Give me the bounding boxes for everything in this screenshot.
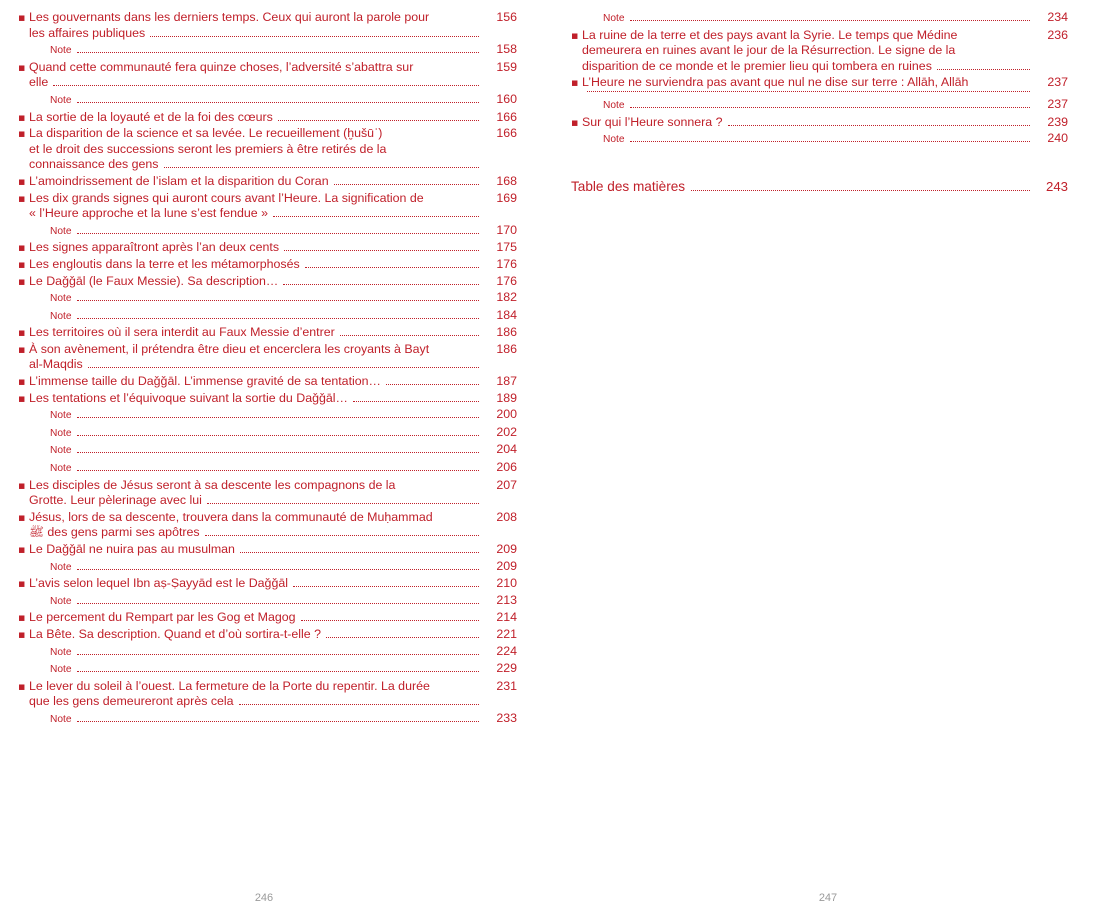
toc-entry[interactable] xyxy=(18,542,517,558)
toc-page-number: 207 xyxy=(496,477,517,492)
toc-entry-line: Les engloutis dans la terre et les métamorphosés xyxy=(29,256,300,271)
toc-note-row[interactable] xyxy=(571,97,1068,114)
toc-entry-line: disparition de ce monde et le premier lieu qui tombera en ruines xyxy=(582,58,932,73)
toc-note-row[interactable] xyxy=(571,10,1068,27)
leader-dots xyxy=(77,318,479,319)
toc-entry-line: L’amoindrissement de l’islam et la disparition du Coran xyxy=(29,173,329,188)
leader-dots xyxy=(77,417,479,418)
toc-note-row[interactable] xyxy=(18,42,517,59)
toc-note-label: Note xyxy=(50,561,72,573)
leader-dots xyxy=(284,250,479,251)
toc-entry[interactable] xyxy=(18,374,517,390)
folio-right: 247 xyxy=(818,892,838,904)
toc-entry[interactable] xyxy=(18,10,517,41)
leader-dots xyxy=(77,470,479,471)
toc-page-number: 202 xyxy=(496,424,517,439)
toc-entry-body xyxy=(29,342,483,373)
toc-page-number: 237 xyxy=(1047,96,1068,111)
toc-note-row[interactable] xyxy=(18,223,517,240)
toc-note-row[interactable] xyxy=(18,407,517,424)
toc-entry-lastline xyxy=(29,357,483,373)
leader-dots xyxy=(77,721,479,722)
toc-entry-lastline xyxy=(29,257,483,273)
toc-entry[interactable] xyxy=(18,342,517,373)
leader-dots xyxy=(326,637,479,638)
toc-entry-line: Les signes apparaîtront après l’an deux cents xyxy=(29,240,280,255)
toc-page-number: 210 xyxy=(496,576,517,591)
toc-page-number: 200 xyxy=(496,407,517,422)
leader-dots xyxy=(353,401,479,402)
toc-page-number: 224 xyxy=(496,643,517,658)
toc-entry-lastline xyxy=(29,391,483,407)
leader-dots xyxy=(283,284,479,285)
toc-entry-body xyxy=(29,60,483,91)
toc-page-number: 176 xyxy=(496,256,517,271)
toc-entry-line: L’immense taille du Daǧǧāl. L’immense gravité de sa tentation… xyxy=(29,374,381,389)
toc-note-label: Note xyxy=(50,225,72,237)
toc-entry[interactable] xyxy=(18,126,517,173)
toc-entry-line: Les tentations et l’équivoque suivant la sortie du Daǧǧāl… xyxy=(29,390,348,405)
leader-dots xyxy=(77,671,479,672)
toc-page-number: 159 xyxy=(496,59,517,74)
toc-entry-lastline xyxy=(29,157,483,173)
toc-entry[interactable] xyxy=(18,627,517,643)
toc-note-row[interactable] xyxy=(571,131,1068,148)
toc-note-row[interactable] xyxy=(18,559,517,576)
leader-dots xyxy=(305,267,479,268)
leader-dots xyxy=(728,125,1030,126)
toc-page-number: 229 xyxy=(496,661,517,676)
bullet-icon: ▪ xyxy=(18,510,26,524)
toc-entry-body xyxy=(29,257,483,273)
toc-page-number: 169 xyxy=(496,190,517,205)
bullet-icon: ▪ xyxy=(18,60,26,74)
leader-dots xyxy=(77,569,479,570)
toc-entry-line: Quand cette communauté fera quinze choses, l’adversité s’abattra sur xyxy=(29,59,414,74)
leader-dots xyxy=(205,535,479,536)
bullet-icon: ▪ xyxy=(18,11,26,24)
folio-left: 246 xyxy=(254,892,274,904)
toc-entry-line: elle xyxy=(29,75,49,90)
leader-dots xyxy=(630,141,1030,142)
toc-entry-body xyxy=(29,174,483,190)
toc-entry[interactable] xyxy=(18,610,517,626)
bullet-icon: ▪ xyxy=(18,375,26,389)
toc-entry-body xyxy=(582,28,1034,75)
toc-entry[interactable] xyxy=(18,240,517,256)
toc-entry[interactable] xyxy=(18,576,517,592)
toc-entry-line: La Bête. Sa description. Quand et d’où sortira-t-elle ? xyxy=(29,626,322,641)
leader-dots xyxy=(691,190,1030,191)
toc-entry-body xyxy=(29,478,483,509)
toc-page-number: 166 xyxy=(496,126,517,141)
toc-entry-line: Le Daǧǧāl (le Faux Messie). Sa description… xyxy=(29,273,279,288)
toc-entry-line: Sur qui l’Heure sonnera ? xyxy=(582,114,723,129)
toc-entry-line: demeurera en ruines avant le jour de la Résurrection. Le signe de la xyxy=(582,43,956,58)
leader-dots xyxy=(293,586,479,587)
leader-dots xyxy=(630,20,1030,21)
toc-entry-body xyxy=(29,679,483,710)
toc-page-number: 166 xyxy=(496,109,517,124)
bullet-icon: ▪ xyxy=(18,391,26,405)
toc-entry-line: Jésus, lors de sa descente, trouvera dans la communauté de Muḥammad xyxy=(29,509,433,524)
toc-page-number: 184 xyxy=(496,307,517,322)
toc-page-number: 209 xyxy=(496,542,517,556)
toc-page-number: 214 xyxy=(496,610,517,625)
toc-entry[interactable] xyxy=(571,115,1068,131)
toc-note-row[interactable] xyxy=(18,92,517,109)
toc-entry-lastline xyxy=(29,75,483,91)
leader-dots xyxy=(77,300,479,301)
toc-note-row[interactable] xyxy=(18,290,517,307)
toc-entry-line: ﷺ des gens parmi ses apôtres xyxy=(29,525,200,540)
toc-entry[interactable] xyxy=(18,391,517,407)
toc-column-right xyxy=(549,10,1098,729)
toc-entry-line: les affaires publiques xyxy=(29,25,146,40)
toc-entry-body xyxy=(29,510,483,541)
toc-page-number: 168 xyxy=(496,173,517,188)
toc-note-label: Note xyxy=(50,595,72,607)
toc-note-label: Note xyxy=(603,134,625,146)
leader-dots xyxy=(273,216,479,217)
toc-entry[interactable] xyxy=(18,110,517,126)
toc-note-label: Note xyxy=(50,445,72,457)
bullet-icon: ▪ xyxy=(571,76,579,90)
bullet-icon: ▪ xyxy=(571,28,579,42)
leader-dots xyxy=(77,233,479,234)
toc-page-number: 209 xyxy=(496,558,517,573)
toc-note-label: Note xyxy=(50,713,72,725)
toc-entry-line: Grotte. Leur pèlerinage avec lui xyxy=(29,493,202,508)
toc-entry-line: L’Heure ne surviendra pas avant que nul ne dise sur terre : Allāh, Allāh xyxy=(582,75,969,90)
leader-dots xyxy=(630,107,1030,108)
toc-entry-body xyxy=(29,391,483,407)
toc-note-row[interactable] xyxy=(18,644,517,661)
toc-page-number: 170 xyxy=(496,222,517,237)
toc-note-label: Note xyxy=(50,646,72,658)
toc-entry[interactable] xyxy=(18,257,517,273)
toc-note-label: Note xyxy=(50,310,72,322)
toc-column-left xyxy=(0,10,549,729)
toc-entry-lastline xyxy=(29,627,483,643)
toc-entry-lastline xyxy=(29,610,483,626)
leader-dots xyxy=(207,503,479,504)
bullet-icon: ▪ xyxy=(18,543,26,556)
toc-page-number: 240 xyxy=(1047,131,1068,146)
toc-page-number: 213 xyxy=(496,592,517,607)
toc-entry-lastline xyxy=(29,493,483,509)
leader-dots xyxy=(77,435,479,436)
toc-page-number: 158 xyxy=(496,42,517,57)
bullet-icon: ▪ xyxy=(18,257,26,271)
toc-page-number: 231 xyxy=(496,678,517,693)
leader-dots xyxy=(937,69,1030,70)
toc-note-row[interactable] xyxy=(18,661,517,678)
leader-dots xyxy=(77,603,479,604)
toc-page-number: 204 xyxy=(496,442,517,457)
toc-entry-body xyxy=(29,191,483,222)
leader-dots xyxy=(77,452,479,453)
toc-entry-body xyxy=(582,115,1034,131)
toc-note-label: Note xyxy=(603,13,625,24)
bullet-icon: ▪ xyxy=(18,191,26,205)
toc-page-number: 234 xyxy=(1047,10,1068,24)
toc-entry[interactable] xyxy=(18,274,517,290)
bullet-icon: ▪ xyxy=(18,577,26,591)
toc-entry-lastline xyxy=(582,59,1034,75)
toc-entry-body xyxy=(29,542,483,558)
toc-page-number: 189 xyxy=(496,390,517,405)
toc-entry-lastline xyxy=(29,110,483,126)
toc-entry-body xyxy=(29,10,483,41)
toc-note-label: Note xyxy=(50,427,72,439)
toc-note-row[interactable] xyxy=(18,460,517,477)
leader-dots xyxy=(77,52,479,53)
toc-entry-line: Le Daǧǧāl ne nuira pas au musulman xyxy=(29,542,235,556)
toc-note-label: Note xyxy=(603,99,625,111)
toc-entry-body xyxy=(29,240,483,256)
toc-entry-line: Les disciples de Jésus seront à sa descente les compagnons de la xyxy=(29,477,396,492)
toc-entry-line: Le lever du soleil à l’ouest. La fermeture de la Porte du repentir. La durée xyxy=(29,678,430,693)
toc-page-number: 176 xyxy=(496,273,517,288)
toc-entry-lastline xyxy=(29,274,483,290)
toc-page-number: 186 xyxy=(496,341,517,356)
leader-dots xyxy=(301,620,479,621)
toc-entry[interactable] xyxy=(18,510,517,541)
toc-entry-body xyxy=(582,75,1034,96)
toc-entry[interactable] xyxy=(18,325,517,341)
leader-dots xyxy=(77,654,479,655)
toc-note-label: Note xyxy=(50,463,72,475)
toc-entry-body xyxy=(29,610,483,626)
leader-dots xyxy=(278,120,479,121)
toc-entry-lastline xyxy=(29,525,483,541)
toc-entry-lastline xyxy=(29,374,483,390)
leader-dots xyxy=(77,102,479,103)
bullet-icon: ▪ xyxy=(18,110,26,124)
toc-note-label: Note xyxy=(50,45,72,57)
toc-entry-line: La disparition de la science et sa levée. Le recueillement (ḫušūʿ) xyxy=(29,126,383,141)
bullet-icon: ▪ xyxy=(18,478,26,492)
toc-entry-body xyxy=(29,110,483,126)
toc-page-number: 243 xyxy=(1045,178,1068,194)
leader-dots xyxy=(240,552,479,553)
toc-entry-body xyxy=(29,126,483,173)
leader-dots xyxy=(88,367,479,368)
toc-note-row[interactable] xyxy=(18,308,517,325)
bullet-icon: ▪ xyxy=(18,627,26,641)
leader-dots xyxy=(164,167,479,168)
bullet-icon: ▪ xyxy=(571,115,579,129)
bullet-icon: ▪ xyxy=(18,174,26,188)
toc-entry[interactable] xyxy=(571,28,1068,75)
toc-page-number: 236 xyxy=(1047,27,1068,42)
toc-entry-line: Le percement du Rempart par les Gog et Magog xyxy=(29,610,296,625)
toc-page-number: 187 xyxy=(496,374,517,389)
toc-note-label: Note xyxy=(50,293,72,305)
toc-entry-lastline xyxy=(582,115,1034,131)
toc-entry-body xyxy=(29,274,483,290)
toc-entry-line: et le droit des successions seront les premiers à être retirés de la xyxy=(29,141,387,156)
toc-page-number: 182 xyxy=(496,290,517,305)
toc-final-entry[interactable] xyxy=(571,178,1068,196)
bullet-icon: ▪ xyxy=(18,241,26,255)
toc-page-number: 175 xyxy=(496,240,517,255)
leader-dots xyxy=(587,91,1030,92)
bullet-icon: ▪ xyxy=(18,326,26,340)
toc-entry-line: Les gouvernants dans les derniers temps. Ceux qui auront la parole pour xyxy=(29,10,430,24)
toc-entry-lastline xyxy=(582,91,1034,96)
toc-entry-lastline xyxy=(29,542,483,558)
bullet-icon: ▪ xyxy=(18,611,26,625)
toc-note-row[interactable] xyxy=(18,593,517,610)
leader-dots xyxy=(386,384,479,385)
toc-entry-lastline xyxy=(29,26,483,42)
toc-entry-lastline xyxy=(29,325,483,341)
bullet-icon: ▪ xyxy=(18,342,26,356)
leader-dots xyxy=(340,335,479,336)
toc-page-number: 208 xyxy=(496,509,517,524)
toc-entry-lastline xyxy=(29,174,483,190)
toc-entry-line: que les gens demeureront après cela xyxy=(29,694,234,709)
toc-entry-lastline xyxy=(29,206,483,222)
bullet-icon: ▪ xyxy=(18,127,26,141)
toc-page-number: 206 xyxy=(496,460,517,475)
toc-entry-line: connaissance des gens xyxy=(29,157,159,172)
toc-entry[interactable] xyxy=(18,679,517,710)
toc-note-label: Note xyxy=(50,664,72,676)
bullet-icon: ▪ xyxy=(18,274,26,288)
toc-entry-lastline xyxy=(29,576,483,592)
toc-entry[interactable] xyxy=(18,478,517,509)
toc-page-number: 160 xyxy=(496,91,517,106)
leader-dots xyxy=(53,85,479,86)
toc-entry-body xyxy=(29,374,483,390)
toc-page-number: 186 xyxy=(496,325,517,340)
leader-dots xyxy=(150,36,479,37)
toc-entry[interactable] xyxy=(571,75,1068,96)
toc-entry-line: « l’Heure approche et la lune s’est fendue » xyxy=(29,206,269,221)
toc-entry[interactable] xyxy=(18,191,517,222)
toc-page-number: 156 xyxy=(496,10,517,24)
toc-entry-line: La sortie de la loyauté et de la foi des cœurs xyxy=(29,109,273,124)
toc-note-label: Note xyxy=(50,94,72,106)
toc-entry-line: Les territoires où il sera interdit au Faux Messie d’entrer xyxy=(29,325,335,340)
bullet-icon: ▪ xyxy=(18,679,26,693)
toc-entry[interactable] xyxy=(18,174,517,190)
toc-note-row[interactable] xyxy=(18,442,517,459)
toc-entry-body xyxy=(29,325,483,341)
toc-entry[interactable] xyxy=(18,60,517,91)
toc-entry-line: L’avis selon lequel Ibn aṣ-Ṣayyād est le Daǧǧāl xyxy=(29,576,288,591)
toc-entry-lastline xyxy=(29,694,483,710)
toc-entry-body xyxy=(29,627,483,643)
leader-dots xyxy=(239,704,479,705)
toc-page-number: 237 xyxy=(1047,75,1068,90)
toc-entry-line: al-Maqdis xyxy=(29,357,83,372)
toc-note-label: Note xyxy=(50,410,72,422)
toc-entry-line: Les dix grands signes qui auront cours avant l’Heure. La signification de xyxy=(29,190,424,205)
toc-entry-body xyxy=(29,576,483,592)
toc-final-label: Table des matières xyxy=(571,178,686,194)
toc-entry-line: La ruine de la terre et des pays avant la Syrie. Le temps que Médine xyxy=(582,27,958,42)
toc-page-number: 239 xyxy=(1047,114,1068,129)
toc-entry-line: À son avènement, il prétendra être dieu et encerclera les croyants à Bayt xyxy=(29,341,430,356)
toc-page-number: 221 xyxy=(496,626,517,641)
toc-page-number: 233 xyxy=(496,710,517,725)
toc-entry-lastline xyxy=(29,240,483,256)
toc-note-row[interactable] xyxy=(18,711,517,728)
toc-note-row[interactable] xyxy=(18,425,517,442)
leader-dots xyxy=(334,184,479,185)
